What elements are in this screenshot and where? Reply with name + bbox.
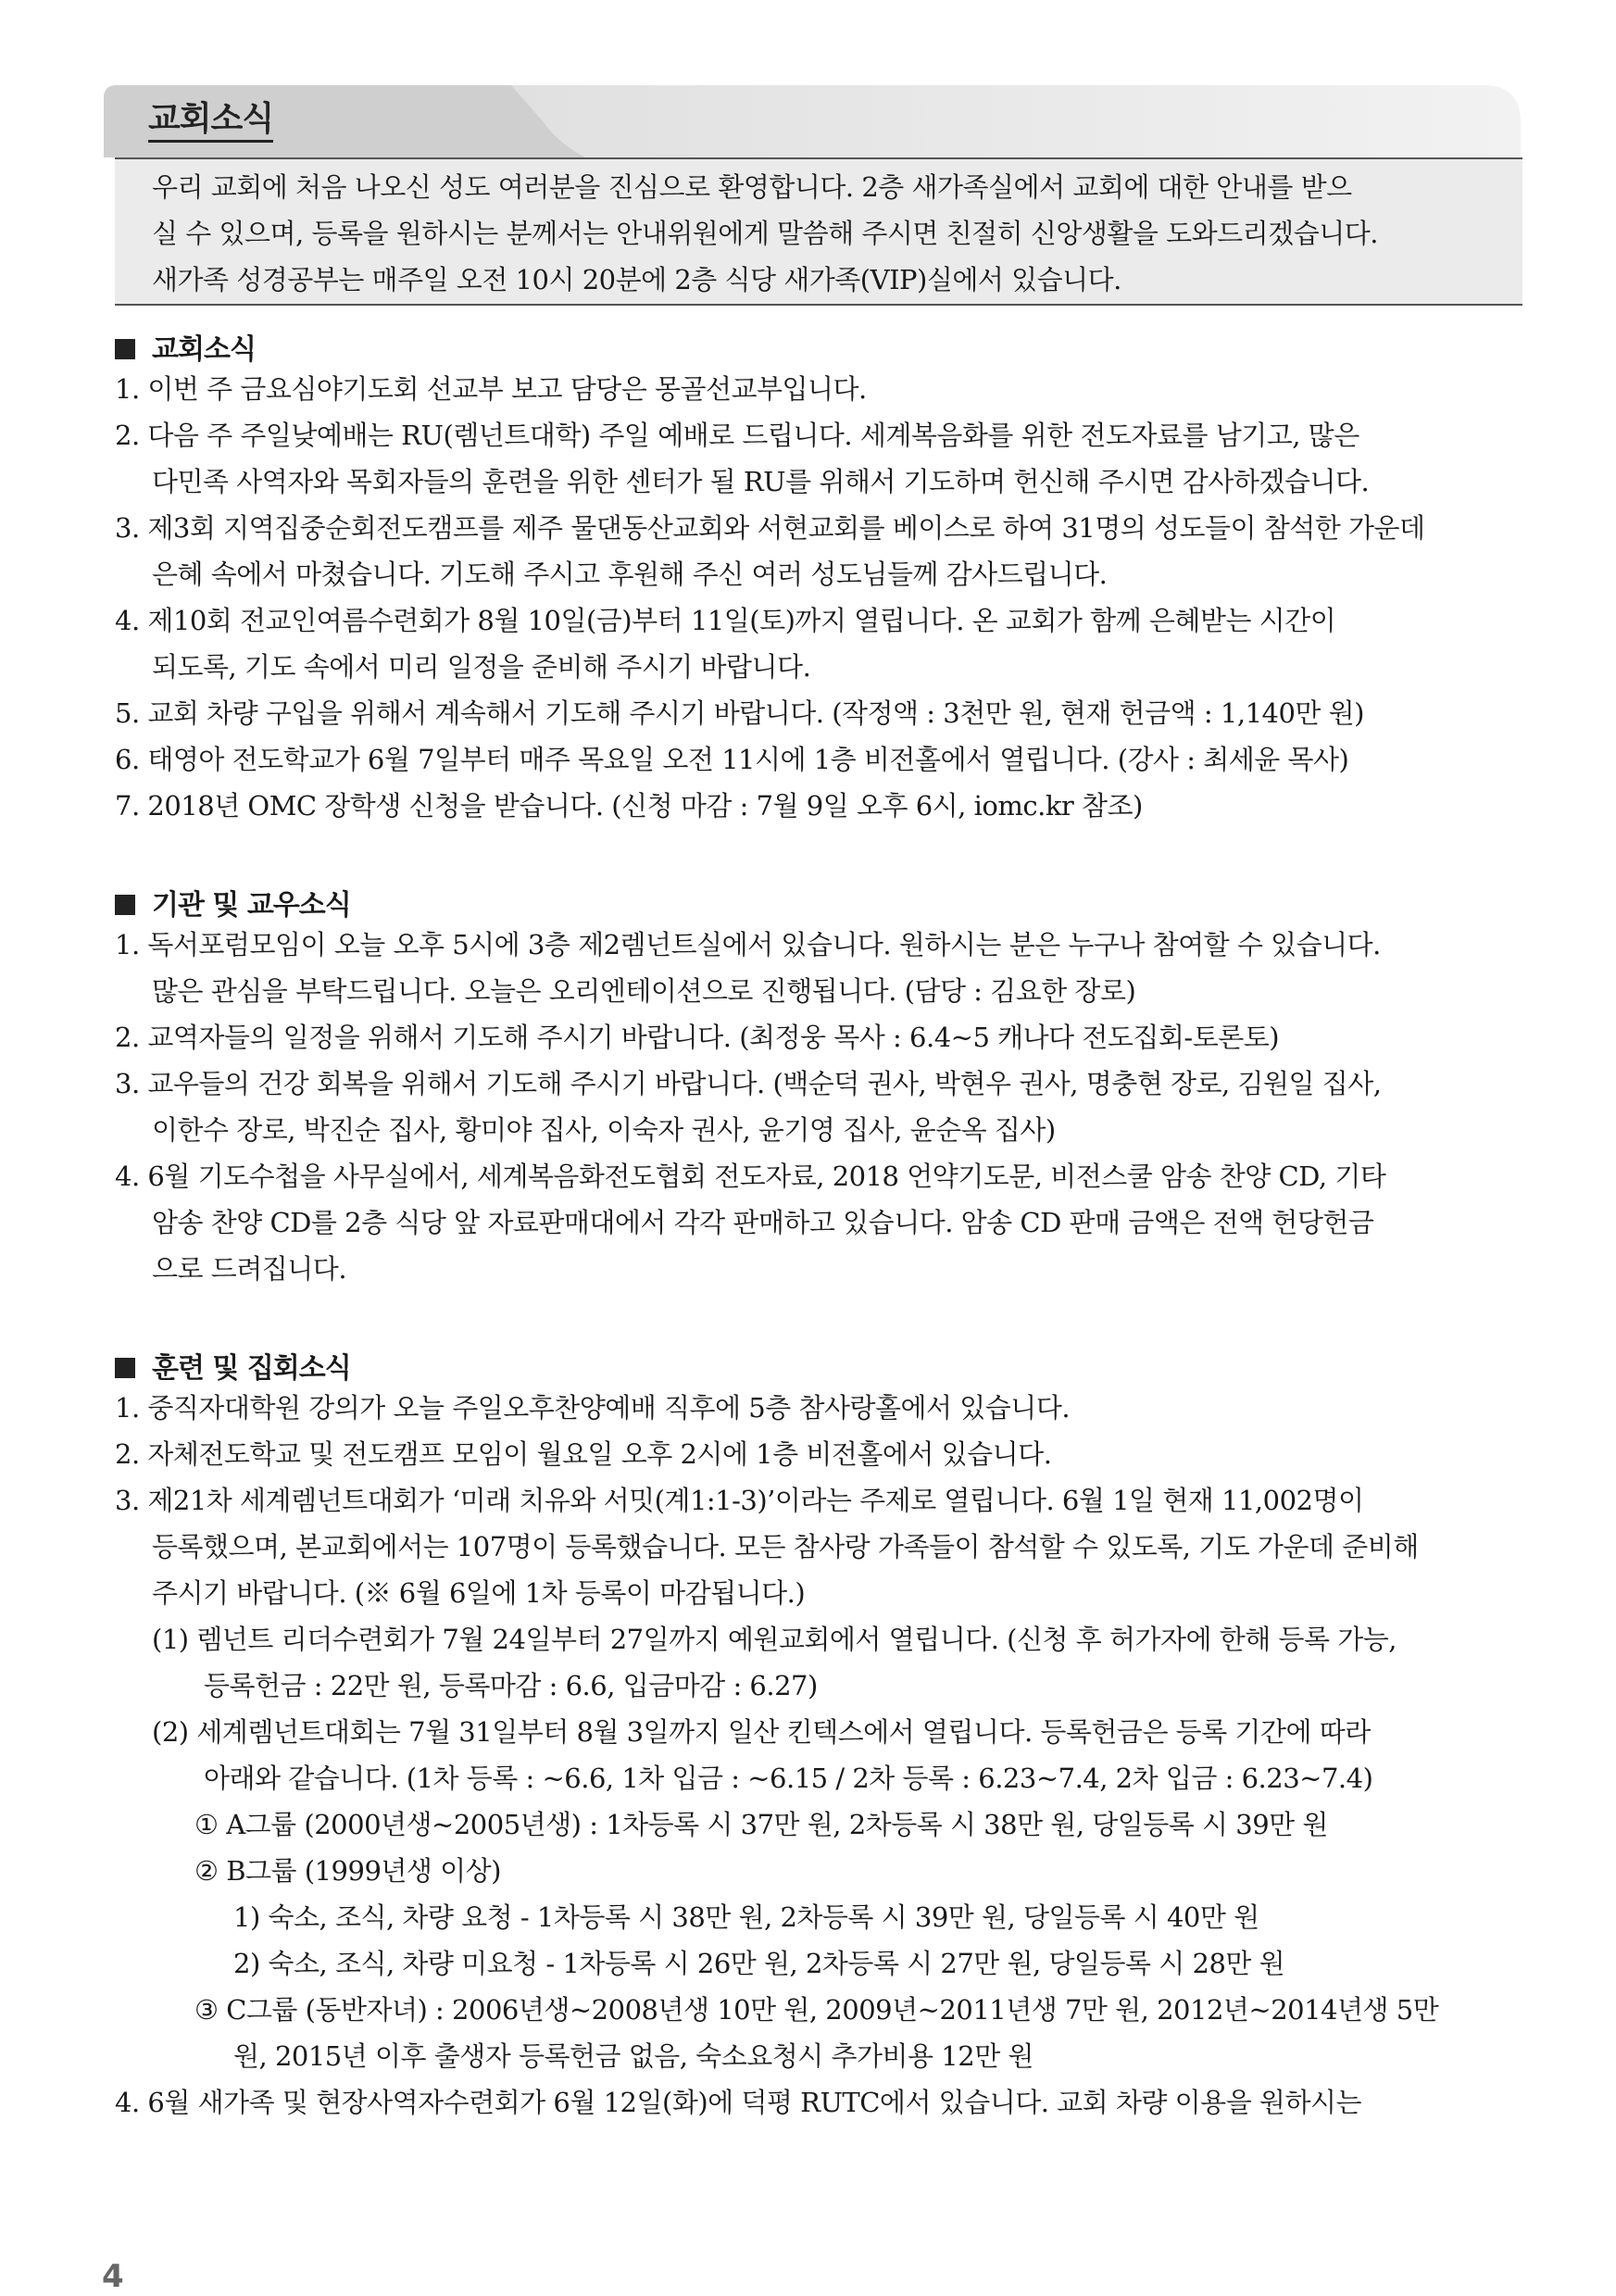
- sub-item-continuation: 등록헌금 : 22만 원, 등록마감 : 6.6, 입금마감 : 6.27): [204, 1670, 818, 1701]
- news-item: 1. 이번 주 금요심야기도회 선교부 보고 담당은 몽골선교부입니다.: [115, 373, 867, 405]
- news-item: 1. 독서포럼모임이 오늘 오후 5시에 3층 제2렘넌트실에서 있습니다. 원하시는 분은 누구나 참여할 수 있습니다.: [115, 929, 1381, 960]
- news-item: 5. 교회 차량 구입을 위해서 계속해서 기도해 주시기 바랍니다. (작정액 : 3천만 원, 현재 헌금액 : 1,140만 원): [115, 697, 1364, 729]
- group-sub-item: 1) 숙소, 조식, 차량 요청 - 1차등록 시 38만 원, 2차등록 시 39만 원, 당일등록 시 40만 원: [233, 1901, 1259, 1933]
- section-heading-organization-news: 기관 및 교우소식: [115, 882, 351, 922]
- news-item-continuation: 으로 드려집니다.: [152, 1253, 347, 1285]
- group-sub-item: 2) 숙소, 조식, 차량 미요청 - 1차등록 시 26만 원, 2차등록 시 27만 원, 당일등록 시 28만 원: [233, 1948, 1285, 1979]
- news-item: 7. 2018년 OMC 장학생 신청을 받습니다. (신청 마감 : 7월 9일 오후 6시, iomc.kr 참조): [115, 790, 1143, 822]
- page-number: 4: [102, 2258, 124, 2295]
- section-heading-training-news: 훈련 및 집회소식: [115, 1345, 351, 1386]
- welcome-text-line: 실 수 있으며, 등록을 원하시는 분께서는 안내위원에게 말씀해 주시면 친절히 신앙생활을 도와드리겠습니다.: [152, 218, 1378, 249]
- group-item: ② B그룹 (1999년생 이상): [194, 1855, 501, 1887]
- sub-item: (1) 렘넌트 리더수련회가 7월 24일부터 27일까지 예원교회에서 열립니다. (신청 후 허가자에 한해 등록 가능,: [152, 1624, 1397, 1655]
- square-bullet-icon: [115, 339, 135, 359]
- news-item: 3. 교우들의 건강 회복을 위해서 기도해 주시기 바랍니다. (백순덕 권사, 박현우 권사, 명충현 장로, 김원일 집사,: [115, 1068, 1382, 1099]
- news-item-continuation: 많은 관심을 부탁드립니다. 오늘은 오리엔테이션으로 진행됩니다. (담당 : 김요한 장로): [152, 975, 1136, 1007]
- news-item-continuation: 이한수 장로, 박진순 집사, 황미야 집사, 이숙자 권사, 윤기영 집사, 윤순옥 집사): [152, 1114, 1056, 1146]
- welcome-text-line: 우리 교회에 처음 나오신 성도 여러분을 진심으로 환영합니다. 2층 새가족실에서 교회에 대한 안내를 받으: [152, 171, 1352, 203]
- news-item: 2. 교역자들의 일정을 위해서 기도해 주시기 바랍니다. (최정웅 목사 : 6.4~5 캐나다 전도집회-토론토): [115, 1022, 1280, 1053]
- welcome-text-line: 새가족 성경공부는 매주일 오전 10시 20분에 2층 식당 새가족(VIP)실에서 있습니다.: [152, 264, 1121, 295]
- news-item-continuation: 주시기 바랍니다. (※ 6월 6일에 1차 등록이 마감됩니다.): [152, 1577, 806, 1609]
- section-heading-church-news: 교회소식: [115, 326, 256, 367]
- sub-item-continuation: 아래와 같습니다. (1차 등록 : ~6.6, 1차 입금 : ~6.15 / 2차 등록 : 6.23~7.4, 2차 입금 : 6.23~7.4): [204, 1763, 1373, 1794]
- sub-item: (2) 세계렘넌트대회는 7월 31일부터 8월 3일까지 일산 킨텍스에서 열립니다. 등록헌금은 등록 기간에 따라: [152, 1716, 1371, 1748]
- news-item: 1. 중직자대학원 강의가 오늘 주일오후찬양예배 직후에 5층 참사랑홀에서 있습니다.: [115, 1392, 1071, 1424]
- header-tab-bar: [104, 85, 1521, 157]
- news-item: 2. 자체전도학교 및 전도캠프 모임이 월요일 오후 2시에 1층 비전홀에서 있습니다.: [115, 1438, 1052, 1470]
- group-item: ③ C그룹 (동반자녀) : 2006년생~2008년생 10만 원, 2009년~2011년생 7만 원, 2012년~2014년생 5만: [194, 1994, 1439, 2026]
- news-item-continuation: 암송 찬양 CD를 2층 식당 앞 자료판매대에서 각각 판매하고 있습니다. 암송 CD 판매 금액은 전액 헌당헌금: [152, 1207, 1374, 1238]
- news-item-continuation: 되도록, 기도 속에서 미리 일정을 준비해 주시기 바랍니다.: [152, 651, 811, 683]
- news-item: 3. 제21차 세계렘넌트대회가 ‘미래 치유와 서밋(계1:1-3)’이라는 주제로 열립니다. 6월 1일 현재 11,002명이: [115, 1485, 1364, 1516]
- news-item-continuation: 은혜 속에서 마쳤습니다. 기도해 주시고 후원해 주신 여러 성도님들께 감사드립니다.: [152, 558, 1108, 590]
- page-title: 교회소식: [148, 93, 273, 140]
- news-item: 4. 6월 기도수첩을 사무실에서, 세계복음화전도협회 전도자료, 2018 언약기도문, 비전스쿨 암송 찬양 CD, 기타: [115, 1161, 1386, 1192]
- news-item-continuation: 다민족 사역자와 목회자들의 훈련을 위한 센터가 될 RU를 위해서 기도하며 헌신해 주시면 감사하겠습니다.: [152, 466, 1370, 497]
- square-bullet-icon: [115, 1358, 135, 1378]
- news-item: 4. 제10회 전교인여름수련회가 8월 10일(금)부터 11일(토)까지 열립니다. 온 교회가 함께 은혜받는 시간이: [115, 605, 1336, 636]
- news-item: 2. 다음 주 주일낮예배는 RU(렘넌트대학) 주일 예배로 드립니다. 세계복음화를 위한 전도자료를 남기고, 많은: [115, 420, 1359, 451]
- news-item: 6. 태영아 전도학교가 6월 7일부터 매주 목요일 오전 11시에 1층 비전홀에서 열립니다. (강사 : 최세윤 목사): [115, 744, 1349, 775]
- group-item: ① A그룹 (2000년생~2005년생) : 1차등록 시 37만 원, 2차등록 시 38만 원, 당일등록 시 39만 원: [194, 1809, 1328, 1840]
- news-item-continuation: 등록했으며, 본교회에서는 107명이 등록했습니다. 모든 참사랑 가족들이 참석할 수 있도록, 기도 가운데 준비해: [152, 1531, 1419, 1562]
- group-item-continuation: 원, 2015년 이후 출생자 등록헌금 없음, 숙소요청시 추가비용 12만 원: [233, 2040, 1033, 2072]
- news-item: 4. 6월 새가족 및 현장사역자수련회가 6월 12일(화)에 덕평 RUTC에서 있습니다. 교회 차량 이용을 원하시는: [115, 2087, 1361, 2118]
- square-bullet-icon: [115, 895, 135, 915]
- news-item: 3. 제3회 지역집중순회전도캠프를 제주 물댄동산교회와 서현교회를 베이스로 하여 31명의 성도들이 참석한 가운데: [115, 512, 1425, 544]
